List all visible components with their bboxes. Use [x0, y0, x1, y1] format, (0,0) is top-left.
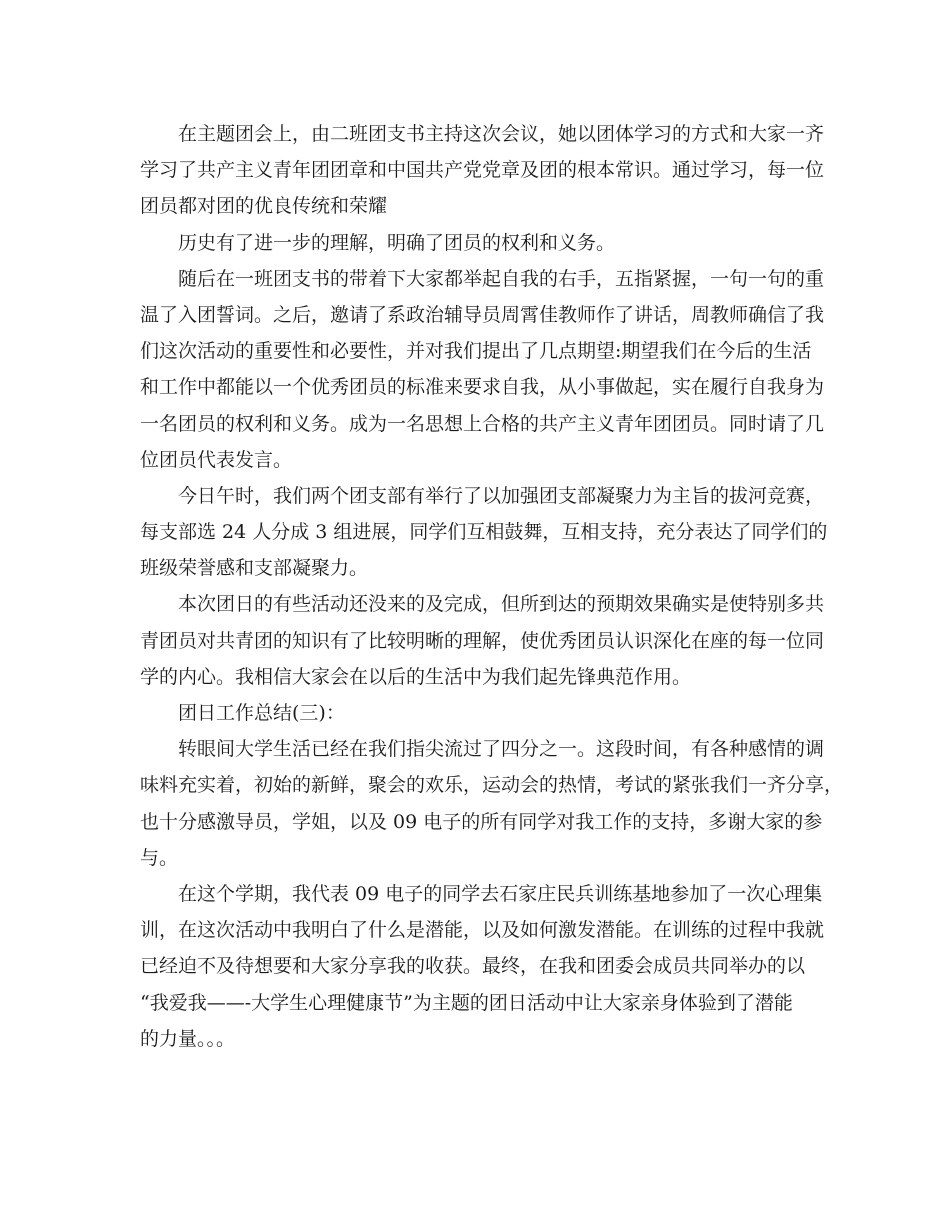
paragraph-8: [140, 876, 825, 1057]
text-line: 青团员对共青团的知识有了比较明晰的理解，使优秀团员认识深化在座的每一位同: [140, 629, 825, 652]
text-line: 温了入团誓词。之后，邀请了系政治辅导员周霄佳教师作了讲话，周教师确信了我: [140, 303, 825, 326]
text-line: 训，在这次活动中我明白了什么是潜能，以及如何激发潜能。在训练的过程中我就: [140, 919, 825, 942]
paragraph-2: [140, 225, 812, 261]
text-line: 的力量。。。: [140, 1027, 236, 1050]
paragraph-4: [140, 478, 828, 587]
text-line: 在主题团会上，由二班团支书主持这次会议，她以团体学习的方式和大家一齐: [178, 123, 825, 145]
paragraph-1: [140, 116, 825, 225]
text-line: 在这个学期，我代表 09 电子的同学去石家庄民兵训练基地参加了一次心理集: [178, 882, 823, 905]
text-line: 转眼间大学生活已经在我们指尖流过了四分之一。这段时间，有各种感情的调: [178, 738, 825, 761]
text-line: 班级荣誉感和支部凝聚力。: [140, 557, 369, 580]
text-line: 每支部选 24 人分成 3 组进展，同学们互相鼓舞，互相支持，充分表达了同学们的: [140, 521, 828, 544]
text-line: 历史有了进一步的理解，明确了团员的权利和义务。: [178, 231, 616, 254]
text-line: 学的内心。我相信大家会在以后的生活中为我们起先锋典范作用。: [140, 665, 692, 688]
text-line: 一名团员的权利和义务。成为一名思想上合格的共产主义青年团团员。同时请了几: [140, 412, 825, 435]
text-line: 已经迫不及待想要和大家分享我的收获。最终，在我和团委会成员共同举办的以: [140, 955, 806, 978]
text-line: 团日工作总结(三)：: [178, 702, 345, 724]
text-line: 与。: [140, 846, 179, 869]
text-line: 本次团日的有些活动还没来的及完成，但所到达的预期效果确实是使特别多共: [178, 593, 825, 616]
paragraph-5: [140, 586, 825, 695]
paragraph-7: [140, 731, 844, 876]
document-body: [140, 116, 844, 1057]
text-line: 随后在一班团支书的带着下大家都举起自我的右手，五指紧握，一句一句的重: [178, 267, 825, 290]
text-line: 也十分感激导员，学姐，以及 09 电子的所有同学对我工作的支持，多谢大家的参: [140, 810, 823, 833]
text-line: 位团员代表发言。: [140, 448, 293, 471]
text-line: 们这次活动的重要性和必要性，并对我们提出了几点期望:期望我们在今后的生活: [140, 340, 812, 363]
text-line: “我爱我——-大学生心理健康节”为主题的团日活动中让大家亲身体验到了潜能: [140, 991, 793, 1014]
text-line: 团员都对团的优良传统和荣耀: [140, 195, 388, 218]
text-line: 学习了共产主义青年团团章和中国共产党党章及团的根本常识。通过学习，每一位: [140, 159, 825, 182]
paragraph-3: [140, 261, 825, 478]
text-line: 和工作中都能以一个优秀团员的标准来要求自我，从小事做起，实在履行自我身为: [140, 376, 825, 399]
section-heading: [140, 695, 812, 731]
text-line: 今日午时，我们两个团支部有举行了以加强团支部凝聚力为主旨的拔河竞赛，: [178, 484, 825, 507]
text-line: 味料充实着，初始的新鲜，聚会的欢乐，运动会的热情，考试的紧张我们一齐分享，: [140, 774, 844, 797]
